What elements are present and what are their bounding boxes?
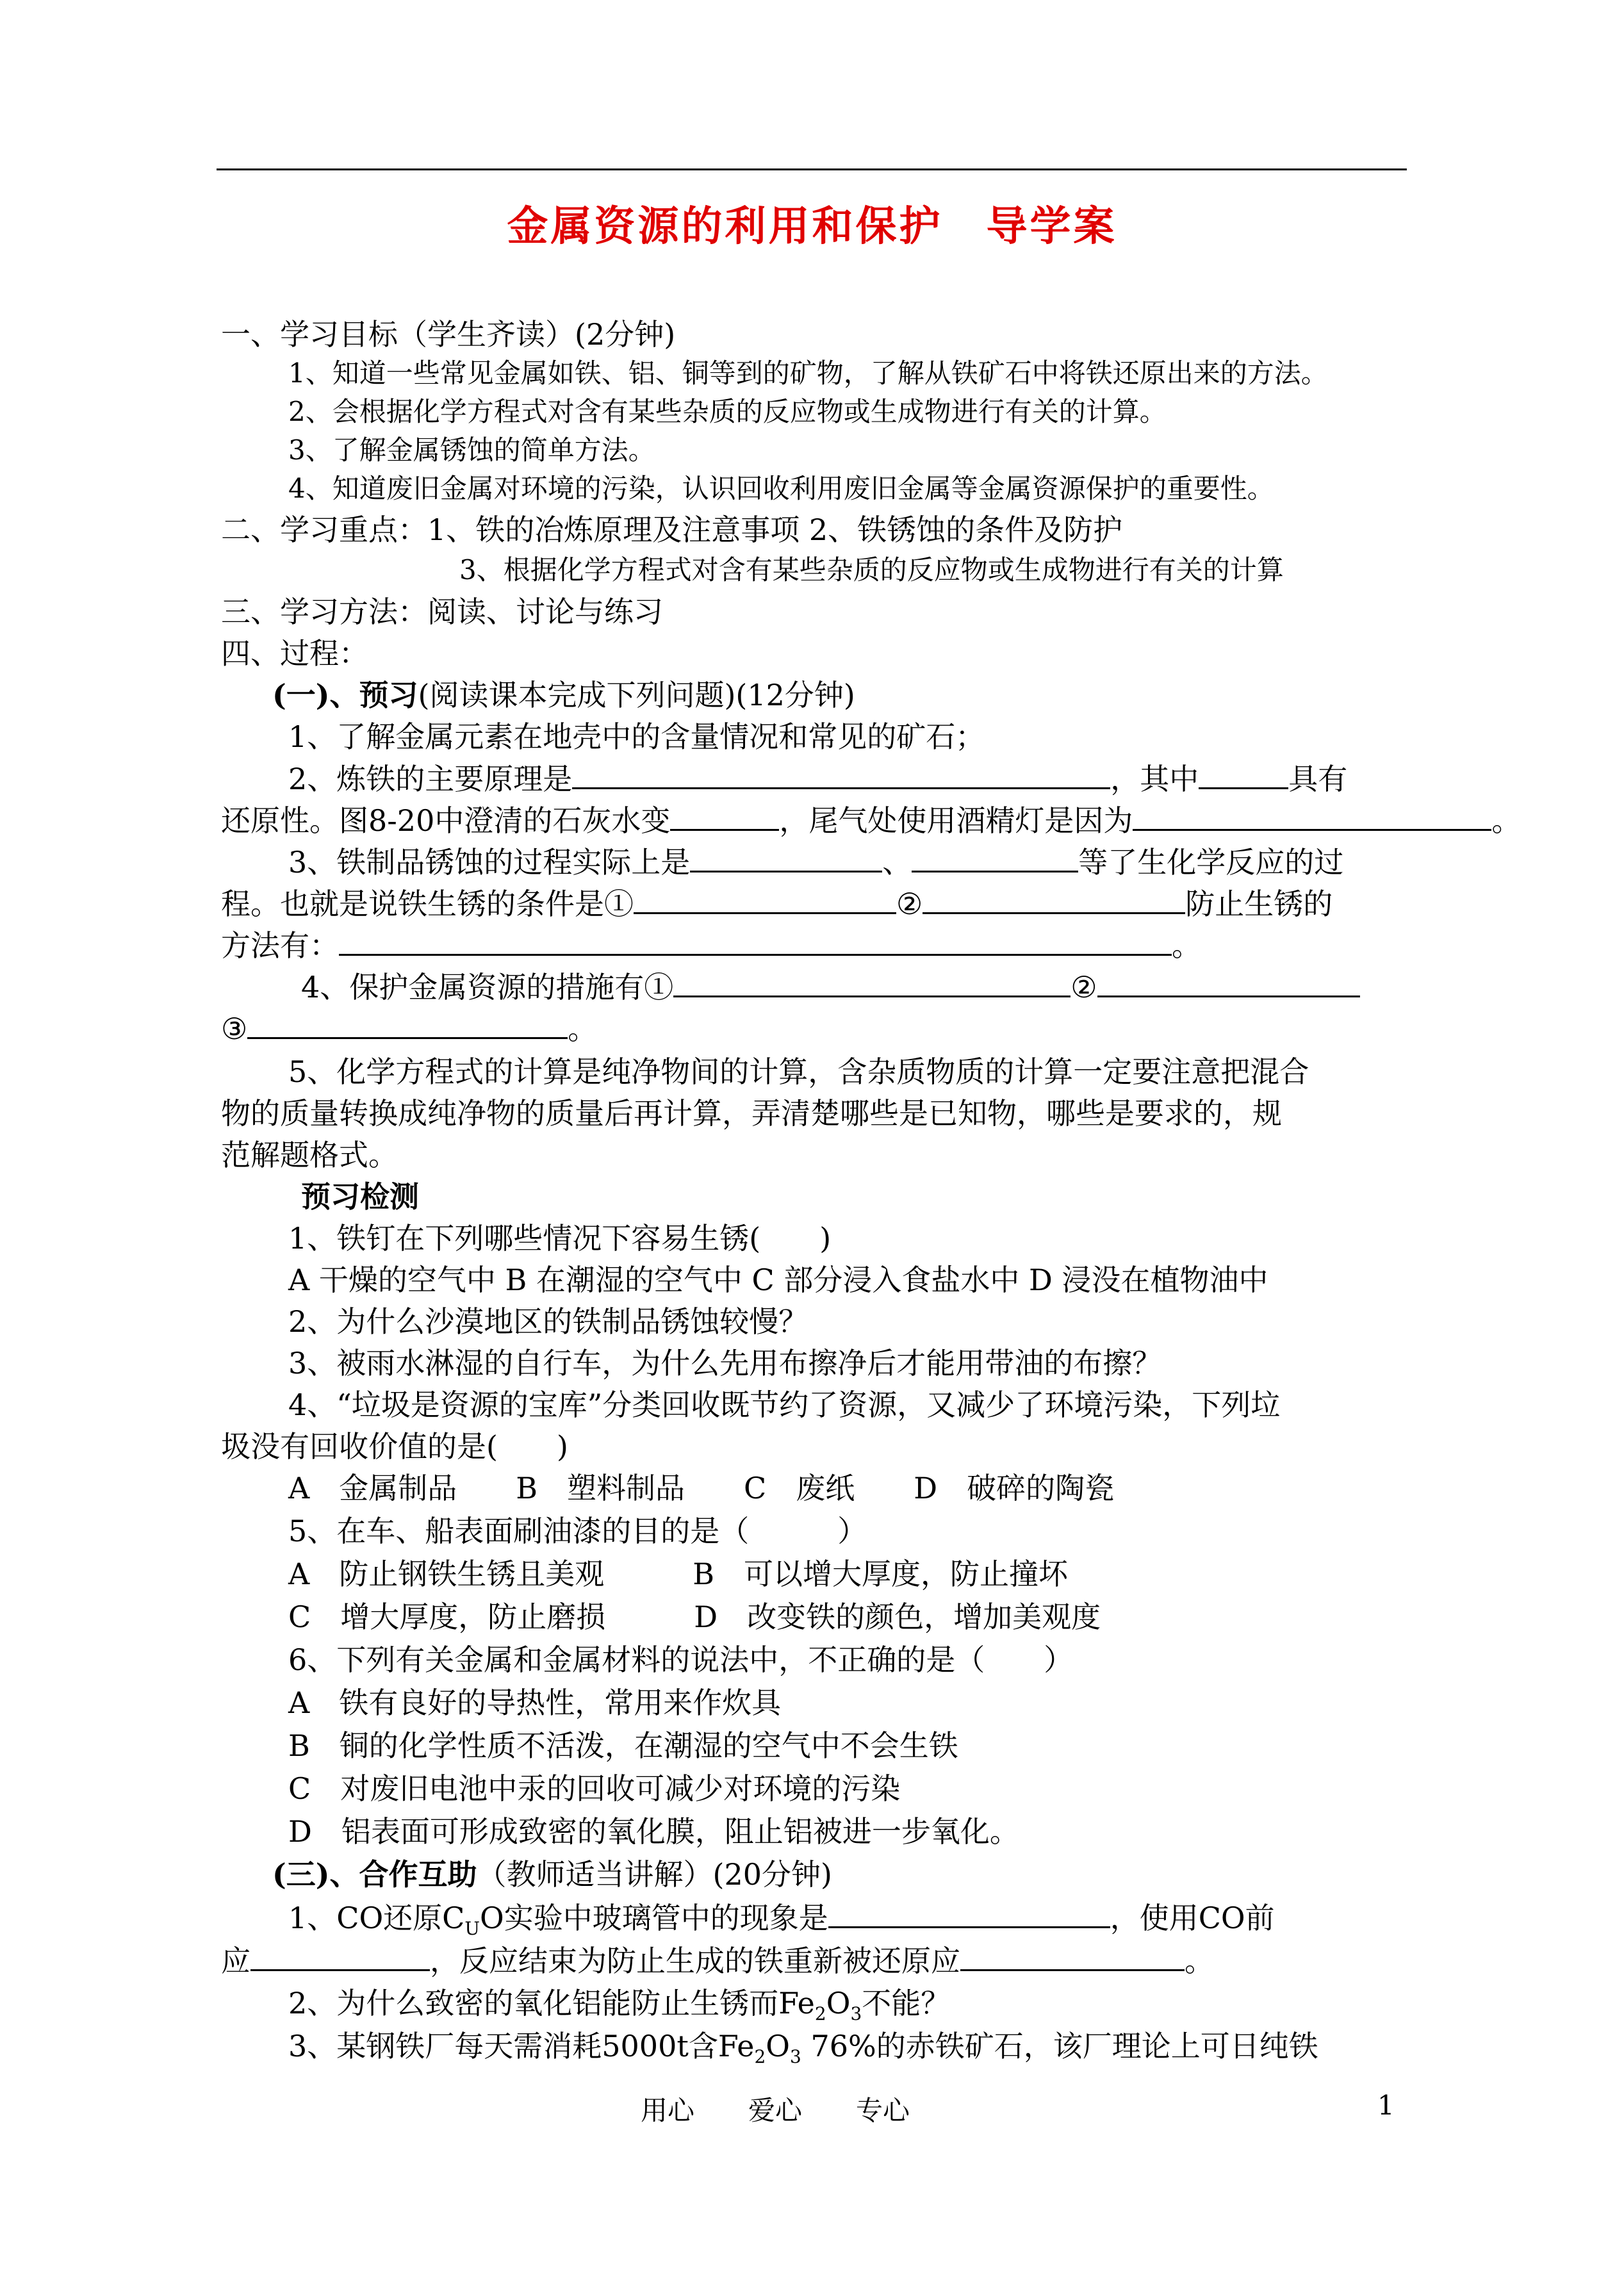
answer-blank[interactable] <box>912 842 1078 873</box>
c3-text-c: 76%的赤铁矿石，该厂理论上可日纯铁 <box>801 2029 1318 2063</box>
coop-q1-line2 <box>221 1941 1214 1980</box>
check-line-4: 3、被雨水淋湿的自行车，为什么先用布擦净后才能用带油的布擦？ <box>288 1346 1162 1380</box>
c1-text-b: O实验中玻璃管中的现象是 <box>479 1901 828 1935</box>
preview-q5-line1: 5、化学方程式的计算是纯净物间的计算，含杂质物质的计算一定要注意把混合 <box>288 1054 1309 1089</box>
preview-q2-line2 <box>221 801 1521 840</box>
section-2-continued: 3、根据化学方程式对含有某些杂质的反应物或生成物进行有关的计算 <box>459 554 1284 586</box>
c3-subscript-2: 3 <box>790 2046 801 2068</box>
q3-text-f: 防止生锈的 <box>1185 887 1333 921</box>
q4-text-d: 。 <box>568 1012 598 1046</box>
preview-q3-line1 <box>288 842 1343 881</box>
preview-q3-line2 <box>221 884 1333 923</box>
q2-text-c: 具有 <box>1288 762 1348 796</box>
check-line-3: 2、为什么沙漠地区的铁制品锈蚀较慢？ <box>288 1304 808 1339</box>
section-3-heading: 三、学习方法：阅读、讨论与练习 <box>221 594 663 629</box>
answer-blank[interactable] <box>634 884 896 914</box>
preview-q4-line2 <box>221 1009 597 1048</box>
check-line-7: A 金属制品 B 塑料制品 C 废纸 D 破碎的陶瓷 <box>288 1471 1115 1505</box>
preview-q5-line3: 范解题格式。 <box>221 1138 398 1172</box>
check-line-11: 6、下列有关金属和金属材料的说法中，不正确的是（ ） <box>288 1643 1074 1677</box>
q3-text-c: 等了生化学反应的过 <box>1078 845 1344 880</box>
header-rule <box>217 168 1407 170</box>
objective-2: 2、会根据化学方程式对含有某些杂质的反应物或生成物进行有关的计算。 <box>288 396 1167 427</box>
check-line-10: C 增大厚度，防止磨损 D 改变铁的颜色，增加美观度 <box>288 1600 1101 1634</box>
coop-q2 <box>288 1984 950 2033</box>
c1-text-f: 。 <box>1185 1944 1214 1978</box>
check-line-13: B 铜的化学性质不活泼，在潮湿的空气中不会生铁 <box>288 1728 958 1763</box>
check-line-6: 圾没有回收价值的是( ) <box>221 1429 568 1464</box>
answer-blank[interactable] <box>1097 967 1360 997</box>
objective-1: 1、知道一些常见金属如铁、铝、铜等到的矿物，了解从铁矿石中将铁还原出来的方法。 <box>288 357 1328 389</box>
c1-text-c: ，使用CO前 <box>1110 1901 1275 1935</box>
q2-text-b: ，其中 <box>1110 762 1199 796</box>
answer-blank[interactable] <box>670 801 779 831</box>
preview-heading-bold: (一)、预习 <box>272 678 418 712</box>
check-line-9: A 防止钢铁生锈且美观 B 可以增大厚度，防止撞坏 <box>288 1557 1069 1591</box>
check-line-14: C 对废旧电池中汞的回收可减少对环境的污染 <box>288 1771 901 1806</box>
preview-q3-line3 <box>221 926 1201 965</box>
c2-text-c: 不能？ <box>862 1986 951 2020</box>
objective-4: 4、知道废旧金属对环境的污染，认识回收利用废旧金属等金属资源保护的重要性。 <box>288 473 1274 504</box>
check-line-12: A 铁有良好的导热性，常用来作炊具 <box>288 1685 782 1720</box>
check-line-15: D 铝表面可形成致密的氧化膜，阻止铝被进一步氧化。 <box>288 1814 1019 1849</box>
preview-check-heading: 预习检测 <box>301 1179 419 1214</box>
q3-text-h: 。 <box>1172 928 1201 963</box>
section-4-heading: 四、过程： <box>221 636 368 671</box>
page-number: 1 <box>1377 2090 1395 2121</box>
answer-blank[interactable] <box>923 884 1185 914</box>
q3-text-e: ② <box>896 887 923 921</box>
preview-q5-line2: 物的质量转换成纯净物的质量后再计算，弄清楚哪些是已知物，哪些是要求的，规 <box>221 1096 1282 1131</box>
answer-blank[interactable] <box>572 759 1110 789</box>
cooperation-heading <box>272 1855 832 1894</box>
c3-subscript-1: 2 <box>754 2046 766 2068</box>
q4-text-c: ③ <box>221 1012 248 1046</box>
section-2-heading: 二、学习重点：1、铁的冶炼原理及注意事项 2、铁锈蚀的条件及防护 <box>221 512 1123 547</box>
check-line-5: 4、“垃圾是资源的宝库”分类回收既节约了资源，又减少了环境污染，下列垃 <box>288 1388 1281 1422</box>
cooperation-heading-note: （教师适当讲解）(20分钟) <box>477 1857 832 1892</box>
answer-blank[interactable] <box>247 1009 568 1039</box>
q3-text-a: 3、铁制品锈蚀的过程实际上是 <box>288 845 691 880</box>
c2-text-b: O <box>826 1986 851 2020</box>
check-line-2: A 干燥的空气中 B 在潮湿的空气中 C 部分浸入食盐水中 D 浸没在植物油中 <box>288 1263 1268 1297</box>
check-line-8: 5、在车、船表面刷油漆的目的是（ ） <box>288 1514 867 1548</box>
preview-q1: 1、了解金属元素在地壳中的含量情况和常见的矿石； <box>288 719 985 754</box>
section-1-heading: 一、学习目标（学生齐读）(2分钟) <box>221 317 676 352</box>
preview-heading-note: (阅读课本完成下列问题)(12分钟) <box>418 678 855 712</box>
cooperation-heading-bold: (三)、合作互助 <box>272 1857 477 1892</box>
c1-text-a: 1、CO还原C <box>288 1901 465 1935</box>
c2-subscript-2: 3 <box>850 2003 862 2025</box>
c1-text-e: ，反应结束为防止生成的铁重新被还原应 <box>430 1944 960 1978</box>
answer-blank[interactable] <box>1199 759 1288 789</box>
q3-text-g: 方法有： <box>221 928 339 963</box>
page-title: 金属资源的利用和保护 导学案 <box>507 202 1117 250</box>
answer-blank[interactable] <box>673 967 1070 997</box>
q2-text-e: ，尾气处使用酒精灯是因为 <box>779 803 1133 838</box>
q2-text-d: 还原性。图8-20中澄清的石灰水变 <box>221 803 671 838</box>
answer-blank[interactable] <box>828 1898 1110 1928</box>
q4-text-a: 4、保护金属资源的措施有① <box>301 970 674 1004</box>
answer-blank[interactable] <box>690 842 882 873</box>
c2-text-a: 2、为什么致密的氧化铝能防止生锈而Fe <box>288 1986 815 2020</box>
q3-text-b: 、 <box>882 845 912 880</box>
answer-blank[interactable] <box>1133 801 1491 831</box>
answer-blank[interactable] <box>250 1941 430 1971</box>
check-line-1: 1、铁钉在下列哪些情况下容易生锈( ) <box>288 1221 832 1256</box>
preview-heading <box>272 676 855 714</box>
objective-3: 3、了解金属锈蚀的简单方法。 <box>288 434 655 466</box>
c3-text-b: O <box>766 2029 790 2063</box>
c1-subscript: U <box>464 1918 480 1940</box>
preview-q4-line1 <box>301 967 1360 1006</box>
q2-text-f: 。 <box>1491 803 1521 838</box>
q4-text-b: ② <box>1070 970 1097 1004</box>
answer-blank[interactable] <box>339 926 1172 956</box>
q3-text-d: 程。也就是说铁生锈的条件是① <box>221 887 634 921</box>
footer-motto: 用心 爱心 专心 <box>641 2095 910 2126</box>
c2-subscript-1: 2 <box>814 2003 826 2025</box>
c3-text-a: 3、某钢铁厂每天需消耗5000t含Fe <box>288 2029 755 2063</box>
c1-text-d: 应 <box>221 1944 250 1978</box>
q2-text-a: 2、炼铁的主要原理是 <box>288 762 573 796</box>
coop-q3 <box>288 2027 1318 2076</box>
preview-q2-line1 <box>288 759 1347 798</box>
answer-blank[interactable] <box>960 1941 1185 1971</box>
